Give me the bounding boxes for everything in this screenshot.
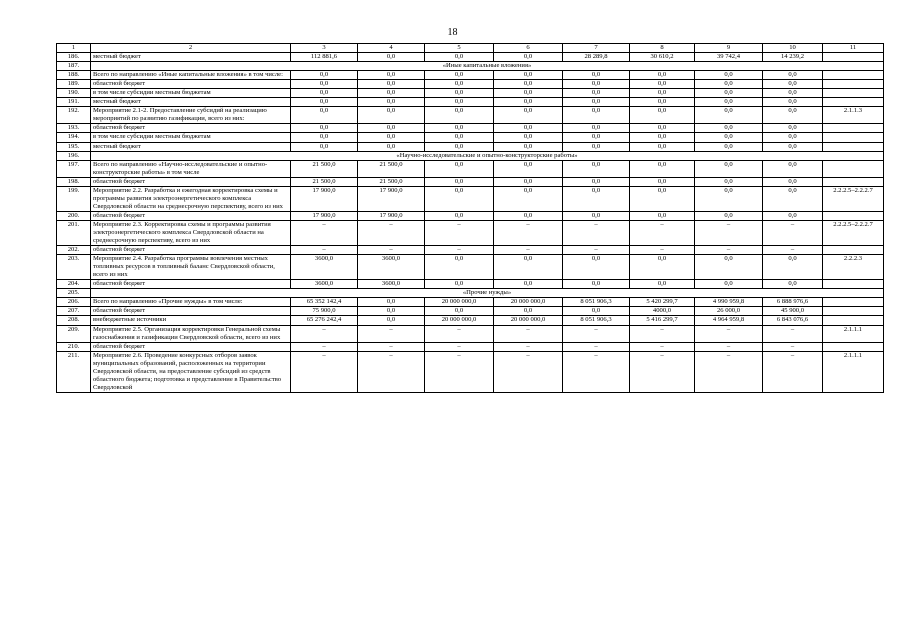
row-number: 195. bbox=[57, 142, 91, 151]
target-reference bbox=[823, 342, 884, 351]
row-number: 209. bbox=[57, 325, 91, 342]
amount-cell: 0,0 bbox=[695, 160, 763, 177]
amount-cell: 0,0 bbox=[358, 307, 425, 316]
amount-cell: 0,0 bbox=[763, 177, 823, 186]
column-header: 5 bbox=[425, 44, 494, 53]
amount-cell: 0,0 bbox=[425, 280, 494, 289]
amount-cell: 20 000 000,0 bbox=[494, 298, 563, 307]
row-number: 204. bbox=[57, 280, 91, 289]
amount-cell: 0,0 bbox=[494, 89, 563, 98]
row-description: в том числе субсидии местным бюджетам bbox=[91, 89, 291, 98]
amount-cell: 20 000 000,0 bbox=[425, 316, 494, 325]
table-row bbox=[57, 142, 884, 151]
amount-cell: 65 276 242,4 bbox=[291, 316, 358, 325]
amount-cell: 0,0 bbox=[630, 211, 695, 220]
amount-cell: 0,0 bbox=[494, 211, 563, 220]
row-number: 201. bbox=[57, 220, 91, 245]
page-number: 18 bbox=[447, 27, 458, 38]
table-row bbox=[57, 186, 884, 211]
amount-cell: 0,0 bbox=[695, 124, 763, 133]
amount-cell: – bbox=[630, 342, 695, 351]
row-number: 194. bbox=[57, 133, 91, 142]
row-description: Мероприятие 2.4. Разработка программы вовлечения местных топливных ресурсов в топливный баланс Свердловской области, всего из них bbox=[91, 255, 291, 280]
amount-cell: – bbox=[291, 342, 358, 351]
amount-cell: 0,0 bbox=[695, 255, 763, 280]
amount-cell: 0,0 bbox=[630, 124, 695, 133]
row-number: 211. bbox=[57, 351, 91, 392]
row-description: Мероприятие 2.1-2. Предоставление субсидий на реализацию мероприятий по развитию газификации, всего из них: bbox=[91, 107, 291, 124]
amount-cell: 39 742,4 bbox=[695, 53, 763, 62]
table-row bbox=[57, 307, 884, 316]
amount-cell: 5 416 299,7 bbox=[630, 316, 695, 325]
table-row bbox=[57, 160, 884, 177]
table-row bbox=[57, 89, 884, 98]
amount-cell: – bbox=[695, 220, 763, 245]
target-reference bbox=[823, 142, 884, 151]
amount-cell: 0,0 bbox=[630, 107, 695, 124]
amount-cell: 26 000,0 bbox=[695, 307, 763, 316]
row-number: 199. bbox=[57, 186, 91, 211]
amount-cell: 0,0 bbox=[763, 142, 823, 151]
target-reference bbox=[823, 89, 884, 98]
row-number: 189. bbox=[57, 80, 91, 89]
amount-cell: – bbox=[425, 325, 494, 342]
amount-cell: 0,0 bbox=[358, 107, 425, 124]
amount-cell: 0,0 bbox=[563, 98, 630, 107]
amount-cell: 3600,0 bbox=[358, 280, 425, 289]
row-description: областной бюджет bbox=[91, 246, 291, 255]
amount-cell: 0,0 bbox=[291, 98, 358, 107]
amount-cell: 0,0 bbox=[695, 133, 763, 142]
amount-cell: – bbox=[425, 342, 494, 351]
amount-cell: 17 900,0 bbox=[291, 211, 358, 220]
amount-cell: 65 352 142,4 bbox=[291, 298, 358, 307]
amount-cell: 0,0 bbox=[358, 53, 425, 62]
amount-cell: – bbox=[358, 342, 425, 351]
amount-cell: 0,0 bbox=[763, 133, 823, 142]
row-number: 203. bbox=[57, 255, 91, 280]
amount-cell: – bbox=[291, 246, 358, 255]
amount-cell: 0,0 bbox=[494, 280, 563, 289]
table-row bbox=[57, 71, 884, 80]
amount-cell: 0,0 bbox=[494, 71, 563, 80]
amount-cell: – bbox=[630, 351, 695, 392]
row-number: 210. bbox=[57, 342, 91, 351]
amount-cell: – bbox=[494, 351, 563, 392]
amount-cell: – bbox=[630, 325, 695, 342]
row-description: областной бюджет bbox=[91, 211, 291, 220]
amount-cell: – bbox=[563, 220, 630, 245]
amount-cell: 0,0 bbox=[425, 186, 494, 211]
row-number: 190. bbox=[57, 89, 91, 98]
amount-cell: 0,0 bbox=[763, 71, 823, 80]
amount-cell: 45 900,0 bbox=[763, 307, 823, 316]
amount-cell: 0,0 bbox=[630, 80, 695, 89]
row-description: Всего по направлению «Научно-исследовательские и опытно-конструкторские работы» в том числе bbox=[91, 160, 291, 177]
amount-cell: 4000,0 bbox=[630, 307, 695, 316]
amount-cell: 0,0 bbox=[563, 186, 630, 211]
amount-cell: 0,0 bbox=[291, 71, 358, 80]
row-description: местный бюджет bbox=[91, 142, 291, 151]
target-reference: 2.2.2.3 bbox=[823, 255, 884, 280]
amount-cell: 0,0 bbox=[494, 307, 563, 316]
amount-cell: 0,0 bbox=[494, 80, 563, 89]
amount-cell: 0,0 bbox=[425, 160, 494, 177]
amount-cell: 0,0 bbox=[563, 142, 630, 151]
amount-cell: 0,0 bbox=[291, 133, 358, 142]
amount-cell: 21 500,0 bbox=[358, 177, 425, 186]
section-row bbox=[57, 62, 884, 71]
table-row bbox=[57, 280, 884, 289]
row-description: Всего по направлению «Прочие нужды» в том числе: bbox=[91, 298, 291, 307]
row-number: 188. bbox=[57, 71, 91, 80]
amount-cell: 0,0 bbox=[291, 107, 358, 124]
amount-cell: 0,0 bbox=[425, 107, 494, 124]
target-reference bbox=[823, 298, 884, 307]
amount-cell: 0,0 bbox=[358, 133, 425, 142]
amount-cell: 0,0 bbox=[425, 133, 494, 142]
amount-cell: 0,0 bbox=[494, 107, 563, 124]
table-row bbox=[57, 98, 884, 107]
amount-cell: 0,0 bbox=[695, 98, 763, 107]
table-row bbox=[57, 53, 884, 62]
amount-cell: 21 500,0 bbox=[358, 160, 425, 177]
amount-cell: 0,0 bbox=[358, 80, 425, 89]
amount-cell: 0,0 bbox=[630, 142, 695, 151]
amount-cell: 0,0 bbox=[763, 98, 823, 107]
amount-cell: 0,0 bbox=[695, 211, 763, 220]
table-row bbox=[57, 211, 884, 220]
amount-cell: 0,0 bbox=[630, 133, 695, 142]
amount-cell: 0,0 bbox=[425, 255, 494, 280]
amount-cell: 0,0 bbox=[563, 89, 630, 98]
amount-cell: 0,0 bbox=[358, 316, 425, 325]
column-header: 4 bbox=[358, 44, 425, 53]
section-title: «Прочие нужды» bbox=[91, 289, 884, 298]
row-number: 197. bbox=[57, 160, 91, 177]
row-number: 208. bbox=[57, 316, 91, 325]
amount-cell: 0,0 bbox=[763, 80, 823, 89]
row-description: местный бюджет bbox=[91, 98, 291, 107]
amount-cell: – bbox=[695, 342, 763, 351]
column-header: 9 bbox=[695, 44, 763, 53]
amount-cell: 0,0 bbox=[695, 107, 763, 124]
amount-cell: 0,0 bbox=[291, 89, 358, 98]
row-number: 202. bbox=[57, 246, 91, 255]
amount-cell: 30 610,2 bbox=[630, 53, 695, 62]
amount-cell: – bbox=[695, 351, 763, 392]
amount-cell: 0,0 bbox=[763, 124, 823, 133]
amount-cell: 28 289,8 bbox=[563, 53, 630, 62]
amount-cell: 0,0 bbox=[763, 211, 823, 220]
amount-cell: 0,0 bbox=[494, 160, 563, 177]
target-reference bbox=[823, 177, 884, 186]
amount-cell: 0,0 bbox=[563, 177, 630, 186]
row-description: областной бюджет bbox=[91, 280, 291, 289]
row-description: Всего по направлению «Иные капитальные вложения» в том числе: bbox=[91, 71, 291, 80]
amount-cell: 0,0 bbox=[291, 142, 358, 151]
row-number: 198. bbox=[57, 177, 91, 186]
amount-cell: 4 964 959,8 bbox=[695, 316, 763, 325]
table-row bbox=[57, 133, 884, 142]
target-reference: 2.1.1.1 bbox=[823, 325, 884, 342]
amount-cell: 0,0 bbox=[695, 280, 763, 289]
amount-cell: 4 990 959,8 bbox=[695, 298, 763, 307]
amount-cell: 6 888 976,6 bbox=[763, 298, 823, 307]
row-description: областной бюджет bbox=[91, 342, 291, 351]
target-reference: 2.1.1.3 bbox=[823, 107, 884, 124]
amount-cell: 0,0 bbox=[358, 89, 425, 98]
amount-cell: 0,0 bbox=[563, 160, 630, 177]
amount-cell: – bbox=[630, 220, 695, 245]
amount-cell: 0,0 bbox=[630, 98, 695, 107]
target-reference bbox=[823, 133, 884, 142]
column-header: 2 bbox=[91, 44, 291, 53]
amount-cell: 20 000 000,0 bbox=[494, 316, 563, 325]
row-description: областной бюджет bbox=[91, 124, 291, 133]
amount-cell: 0,0 bbox=[425, 211, 494, 220]
target-reference: 2.2.2.5–2.2.2.7 bbox=[823, 186, 884, 211]
amount-cell: 0,0 bbox=[425, 89, 494, 98]
table-row bbox=[57, 124, 884, 133]
amount-cell: 14 239,2 bbox=[763, 53, 823, 62]
amount-cell: 5 420 299,7 bbox=[630, 298, 695, 307]
amount-cell: 0,0 bbox=[563, 80, 630, 89]
amount-cell: 0,0 bbox=[695, 186, 763, 211]
amount-cell: 0,0 bbox=[358, 124, 425, 133]
amount-cell: – bbox=[494, 342, 563, 351]
amount-cell: – bbox=[563, 351, 630, 392]
amount-cell: – bbox=[563, 342, 630, 351]
table-row bbox=[57, 107, 884, 124]
amount-cell: 0,0 bbox=[695, 89, 763, 98]
amount-cell: 20 000 000,0 bbox=[425, 298, 494, 307]
amount-cell: – bbox=[695, 246, 763, 255]
amount-cell: 0,0 bbox=[763, 186, 823, 211]
target-reference bbox=[823, 98, 884, 107]
amount-cell: 0,0 bbox=[494, 142, 563, 151]
amount-cell: 17 900,0 bbox=[358, 186, 425, 211]
amount-cell: 0,0 bbox=[425, 307, 494, 316]
amount-cell: 0,0 bbox=[630, 280, 695, 289]
amount-cell: 0,0 bbox=[695, 177, 763, 186]
target-reference: 2.1.1.1 bbox=[823, 351, 884, 392]
section-row bbox=[57, 289, 884, 298]
table-row bbox=[57, 80, 884, 89]
amount-cell: – bbox=[563, 325, 630, 342]
table-header-row bbox=[57, 44, 884, 53]
row-description: Мероприятие 2.3. Корректировка схемы и программы развития электроэнергетического комплекса Свердловской области на среднесрочную перспективу, всего из них bbox=[91, 220, 291, 245]
section-title: «Иные капитальные вложения» bbox=[91, 62, 884, 71]
amount-cell: 0,0 bbox=[494, 255, 563, 280]
amount-cell: – bbox=[695, 325, 763, 342]
amount-cell: 0,0 bbox=[630, 177, 695, 186]
amount-cell: – bbox=[358, 325, 425, 342]
target-reference bbox=[823, 80, 884, 89]
amount-cell: 0,0 bbox=[494, 133, 563, 142]
target-reference bbox=[823, 316, 884, 325]
amount-cell: 0,0 bbox=[630, 89, 695, 98]
target-reference bbox=[823, 211, 884, 220]
amount-cell: 3600,0 bbox=[291, 255, 358, 280]
amount-cell: 0,0 bbox=[358, 98, 425, 107]
column-header: 6 bbox=[494, 44, 563, 53]
amount-cell: 0,0 bbox=[763, 89, 823, 98]
amount-cell: 75 900,0 bbox=[291, 307, 358, 316]
row-number: 193. bbox=[57, 124, 91, 133]
row-number: 191. bbox=[57, 98, 91, 107]
amount-cell: 0,0 bbox=[563, 133, 630, 142]
column-header: 1 bbox=[57, 44, 91, 53]
amount-cell: – bbox=[630, 246, 695, 255]
amount-cell: – bbox=[763, 351, 823, 392]
amount-cell: – bbox=[425, 351, 494, 392]
amount-cell: 8 051 906,3 bbox=[563, 298, 630, 307]
amount-cell: – bbox=[763, 220, 823, 245]
table-row bbox=[57, 220, 884, 245]
amount-cell: 0,0 bbox=[425, 142, 494, 151]
column-header: 10 bbox=[763, 44, 823, 53]
amount-cell: 0,0 bbox=[425, 80, 494, 89]
amount-cell: 0,0 bbox=[763, 255, 823, 280]
amount-cell: 0,0 bbox=[563, 107, 630, 124]
target-reference bbox=[823, 160, 884, 177]
amount-cell: – bbox=[494, 246, 563, 255]
amount-cell: 0,0 bbox=[630, 160, 695, 177]
amount-cell: – bbox=[291, 220, 358, 245]
amount-cell: 0,0 bbox=[291, 124, 358, 133]
amount-cell: 0,0 bbox=[563, 124, 630, 133]
table-row bbox=[57, 325, 884, 342]
amount-cell: 0,0 bbox=[563, 71, 630, 80]
amount-cell: 17 900,0 bbox=[291, 186, 358, 211]
amount-cell: 0,0 bbox=[358, 71, 425, 80]
amount-cell: 0,0 bbox=[425, 71, 494, 80]
amount-cell: 0,0 bbox=[291, 80, 358, 89]
row-description: местный бюджет bbox=[91, 53, 291, 62]
amount-cell: 0,0 bbox=[563, 307, 630, 316]
row-description: Мероприятие 2.2. Разработка и ежегодная корректировка схемы и программы развития электроэнергетического комплекса Свердловской области на среднесрочную перспективу, всего из них bbox=[91, 186, 291, 211]
amount-cell: 0,0 bbox=[630, 186, 695, 211]
section-title: «Научно-исследовательские и опытно-конструкторские работы» bbox=[91, 151, 884, 160]
amount-cell: – bbox=[358, 351, 425, 392]
target-reference: 2.2.2.5–2.2.2.7 bbox=[823, 220, 884, 245]
amount-cell: – bbox=[425, 246, 494, 255]
target-reference bbox=[823, 307, 884, 316]
amount-cell: 0,0 bbox=[425, 98, 494, 107]
amount-cell: – bbox=[358, 246, 425, 255]
amount-cell: 0,0 bbox=[695, 142, 763, 151]
row-number: 207. bbox=[57, 307, 91, 316]
row-description: областной бюджет bbox=[91, 177, 291, 186]
row-number: 186. bbox=[57, 53, 91, 62]
column-header: 7 bbox=[563, 44, 630, 53]
row-number: 206. bbox=[57, 298, 91, 307]
amount-cell: 0,0 bbox=[630, 71, 695, 80]
table-row bbox=[57, 246, 884, 255]
target-reference bbox=[823, 246, 884, 255]
amount-cell: 0,0 bbox=[425, 177, 494, 186]
amount-cell: – bbox=[763, 325, 823, 342]
amount-cell: 112 881,6 bbox=[291, 53, 358, 62]
budget-table bbox=[56, 43, 884, 393]
amount-cell: – bbox=[763, 246, 823, 255]
target-reference bbox=[823, 71, 884, 80]
amount-cell: 0,0 bbox=[763, 107, 823, 124]
table-row bbox=[57, 255, 884, 280]
row-description: областной бюджет bbox=[91, 307, 291, 316]
row-description: внебюджетные источники bbox=[91, 316, 291, 325]
amount-cell: 17 900,0 bbox=[358, 211, 425, 220]
amount-cell: 0,0 bbox=[494, 98, 563, 107]
row-description: Мероприятие 2.5. Организация корректировки Генеральной схемы газоснабжения и газификации Свердловской области, всего из них bbox=[91, 325, 291, 342]
amount-cell: 0,0 bbox=[695, 80, 763, 89]
column-header: 3 bbox=[291, 44, 358, 53]
row-number: 187. bbox=[57, 62, 91, 71]
amount-cell: – bbox=[563, 246, 630, 255]
amount-cell: – bbox=[291, 351, 358, 392]
amount-cell: 0,0 bbox=[630, 255, 695, 280]
row-number: 205. bbox=[57, 289, 91, 298]
row-number: 192. bbox=[57, 107, 91, 124]
amount-cell: 0,0 bbox=[358, 142, 425, 151]
amount-cell: 0,0 bbox=[494, 124, 563, 133]
target-reference bbox=[823, 124, 884, 133]
amount-cell: 0,0 bbox=[358, 298, 425, 307]
amount-cell: – bbox=[425, 220, 494, 245]
amount-cell: – bbox=[763, 342, 823, 351]
target-reference bbox=[823, 53, 884, 62]
amount-cell: 3600,0 bbox=[358, 255, 425, 280]
amount-cell: – bbox=[494, 325, 563, 342]
amount-cell: 21 500,0 bbox=[291, 160, 358, 177]
amount-cell: 0,0 bbox=[763, 160, 823, 177]
table-row bbox=[57, 316, 884, 325]
table-row bbox=[57, 342, 884, 351]
column-header: 8 bbox=[630, 44, 695, 53]
amount-cell: 0,0 bbox=[425, 124, 494, 133]
section-row bbox=[57, 151, 884, 160]
row-description: в том числе субсидии местным бюджетам bbox=[91, 133, 291, 142]
row-description: Мероприятие 2.6. Проведение конкурсных отборов заявок муниципальных образований, расположенных на территории Свердловской области, на предоставление субсидий из средств областного бюджета; подготовка и представление в Правительство Свердловской bbox=[91, 351, 291, 392]
table-row bbox=[57, 351, 884, 392]
amount-cell: – bbox=[358, 220, 425, 245]
amount-cell: 0,0 bbox=[563, 280, 630, 289]
amount-cell: 21 500,0 bbox=[291, 177, 358, 186]
amount-cell: 0,0 bbox=[425, 53, 494, 62]
amount-cell: 0,0 bbox=[563, 255, 630, 280]
row-description: областной бюджет bbox=[91, 80, 291, 89]
amount-cell: 0,0 bbox=[763, 280, 823, 289]
amount-cell: 6 843 076,6 bbox=[763, 316, 823, 325]
table-row bbox=[57, 177, 884, 186]
target-reference bbox=[823, 280, 884, 289]
amount-cell: 0,0 bbox=[494, 53, 563, 62]
row-number: 200. bbox=[57, 211, 91, 220]
column-header: 11 bbox=[823, 44, 884, 53]
amount-cell: 0,0 bbox=[563, 211, 630, 220]
table-row bbox=[57, 298, 884, 307]
amount-cell: 0,0 bbox=[695, 71, 763, 80]
amount-cell: 8 051 906,3 bbox=[563, 316, 630, 325]
amount-cell: 0,0 bbox=[494, 186, 563, 211]
amount-cell: 0,0 bbox=[494, 177, 563, 186]
amount-cell: – bbox=[494, 220, 563, 245]
amount-cell: – bbox=[291, 325, 358, 342]
row-number: 196. bbox=[57, 151, 91, 160]
amount-cell: 3600,0 bbox=[291, 280, 358, 289]
